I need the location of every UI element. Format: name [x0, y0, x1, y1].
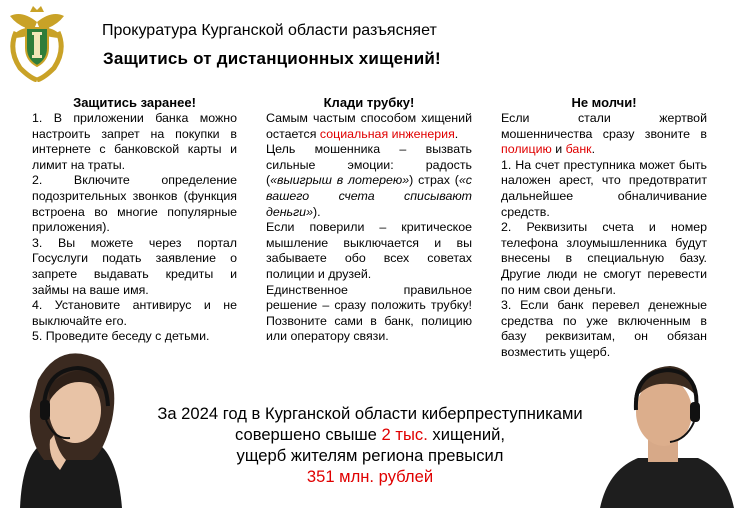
tip-paragraph: Если стали жертвой мошенничества сразу звоните в полицию и банк. — [501, 111, 707, 157]
tip-paragraph: Если поверили – критическое мышление выключается и вы забываете обо всех советах полиции и друзей. — [266, 220, 472, 281]
statistics-block — [140, 403, 600, 487]
woman-with-headset-image — [0, 340, 150, 508]
damage-amount: 351 млн. рублей — [306, 467, 434, 486]
column-protect-in-advance — [32, 95, 237, 345]
tip-paragraph: 5. Проведите беседу с детьми. — [32, 329, 210, 344]
stats-line: совершено свыше 2 тыс. хищений, — [234, 425, 505, 444]
organization-title: Прокуратура Курганской области разъясняет — [102, 22, 437, 39]
tip-paragraph: Самым частым способом хищений остается социальная инженерия. — [266, 111, 472, 141]
stats-line: ущерб жителям региона превысил — [236, 446, 504, 465]
column-hang-up — [266, 95, 472, 345]
page-headline: Защитись от дистанционных хищений! — [103, 49, 441, 68]
tip-paragraph: Цель мошенника – вызвать сильные эмоции: радость («выигрыш в лотерею») страх («с вашего счета списывают деньги»). — [266, 142, 472, 219]
tip-paragraph: 3. Вы можете через портал Госуслуги подать заявление о запрете выдавать кредиты и займы на ваше имя. — [32, 235, 237, 297]
tip-paragraph: 4. Установите антивирус и не выключайте его. — [32, 298, 237, 328]
column-title: Не молчи! — [571, 95, 637, 110]
man-with-headset-image — [590, 340, 740, 508]
highlight-text: социальная инженерия — [319, 126, 455, 141]
tip-paragraph: 2. Реквизиты счета и номер телефона злоумышленника будут внесены в специальную базу. Другие люди не смогут перевести по ним свои деньги. — [501, 220, 707, 297]
highlight-text: полицию — [501, 142, 552, 157]
stats-line: За 2024 год в Курганской области киберпреступниками — [157, 404, 583, 423]
highlight-text: банк — [565, 142, 592, 157]
tip-paragraph: 2. Включите определение подозрительных звонков (функция встроена во многие популярные приложения). — [32, 173, 237, 235]
prosecutor-emblem-icon — [2, 2, 72, 82]
tip-paragraph: 1. На счет преступника может быть наложен арест, что предотвратит дальнейшее обналичивание средств. — [501, 157, 707, 219]
tip-paragraph: 1. В приложении банка можно настроить запрет на покупки в интернете с банковской карты и лимит на траты. — [32, 111, 237, 172]
tip-paragraph: Единственное правильное решение – сразу положить трубку! Позвоните сами в банк, полицию или оператору связи. — [266, 282, 472, 344]
crime-count: 2 тыс. — [381, 425, 428, 444]
column-title: Защитись заранее! — [73, 95, 196, 110]
tip-paragraph: 3. Если банк перевел денежные средства по уже включенным в базу реквизитам, он обязан возместить ущерб. — [501, 298, 707, 359]
column-dont-stay-silent — [501, 95, 707, 361]
column-title: Клади трубку! — [323, 95, 415, 110]
